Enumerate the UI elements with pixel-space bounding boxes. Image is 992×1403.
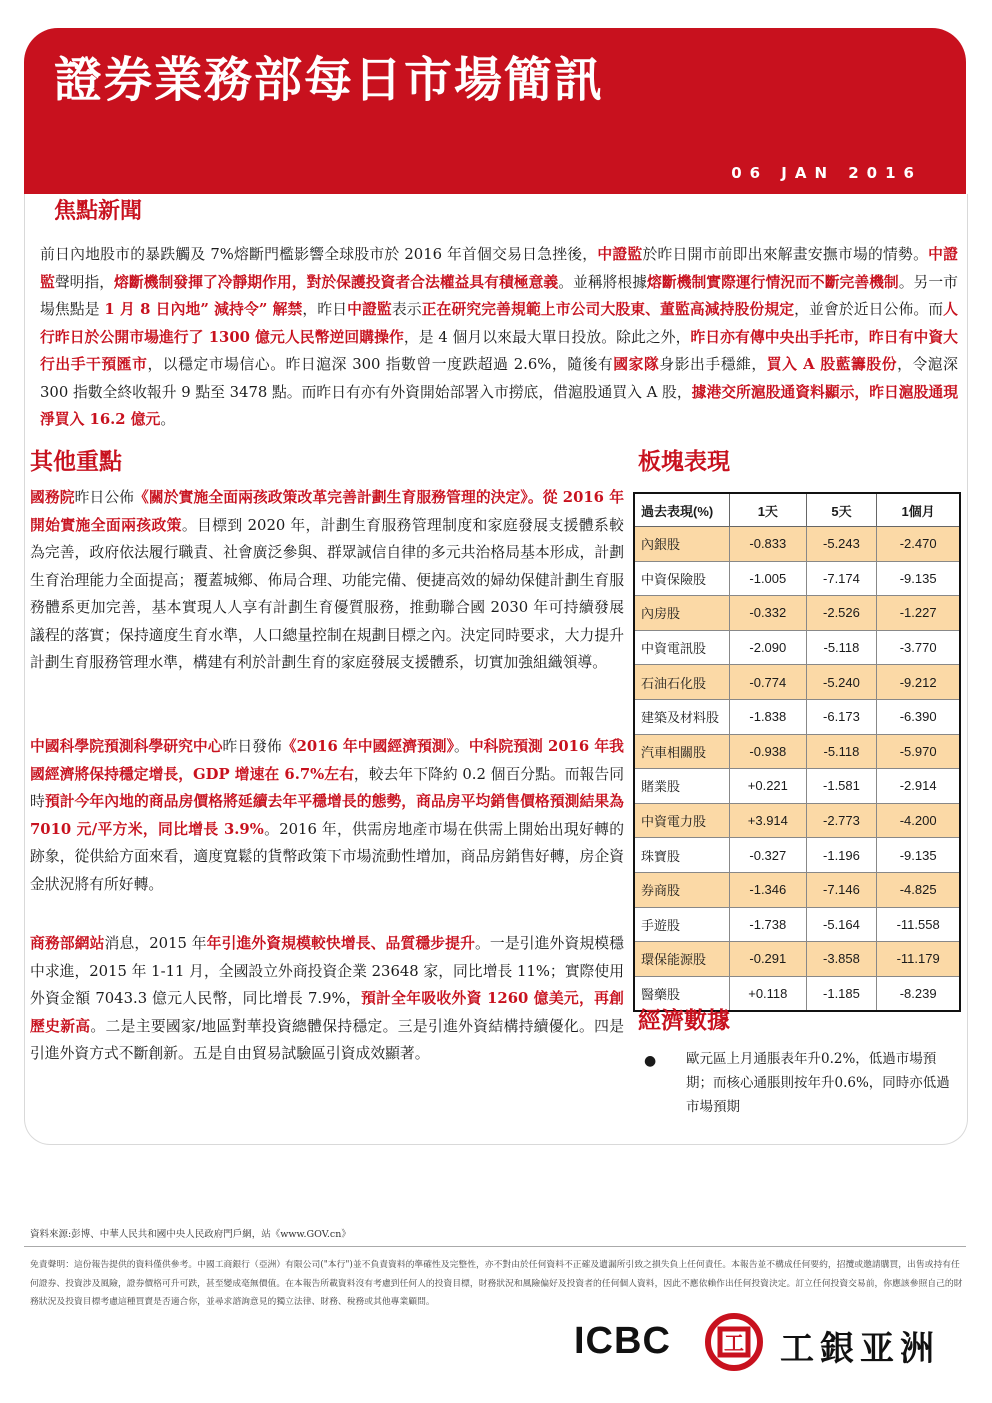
logo-wordmark-en: ICBC bbox=[574, 1320, 671, 1362]
cell-1d: +3.914 bbox=[730, 803, 807, 838]
highlight-paragraph-policy bbox=[30, 484, 624, 677]
cell-1m: -8.239 bbox=[877, 976, 960, 1011]
focus-news-body bbox=[40, 241, 958, 434]
body-text: 。並稱將根據 bbox=[558, 273, 648, 291]
table-row bbox=[634, 872, 960, 907]
highlighted-text: 熔斷機制發揮了冷靜期作用，對於保護投資者合法權益具有積極意義 bbox=[114, 273, 559, 291]
sector-performance-table bbox=[633, 492, 961, 1012]
body-text: ，以穩定市場信心。昨日滬深 300 指數曾一度跌超過 2.6%，隨後有 bbox=[147, 356, 614, 373]
icbc-emblem-icon bbox=[702, 1312, 766, 1372]
table-row bbox=[634, 734, 960, 769]
economic-data-title: 經濟數據 bbox=[638, 1008, 730, 1034]
cell-1d: -0.833 bbox=[730, 527, 807, 562]
cell-1m: -1.227 bbox=[877, 596, 960, 631]
body-text: 。一是引進外資規模穩中求進，2015 年 1-11 月，全國設立外商投資企業 23648 家，同比增長 11%；實際使用外資金額 7043.3 億元人民幣，同比增長 7.9%， bbox=[30, 935, 624, 1007]
body-text: 前日內地股市的暴跌觸及 7%熔斷門檻影響全球股市於 2016 年首個交易日急挫後， bbox=[40, 246, 598, 263]
cell-1d: -2.090 bbox=[730, 630, 807, 665]
cell-1m: -11.179 bbox=[877, 942, 960, 977]
sector-name-cell: 醫藥股 bbox=[634, 976, 730, 1011]
sector-name-cell: 汽車相關股 bbox=[634, 734, 730, 769]
cell-1m: -4.200 bbox=[877, 803, 960, 838]
sector-name-cell: 石油石化股 bbox=[634, 665, 730, 700]
column-header-1d: 1天 bbox=[730, 493, 807, 527]
body-text: 聲明指， bbox=[54, 273, 115, 291]
cell-5d: -3.858 bbox=[806, 942, 877, 977]
body-text: 。另一市場焦點是 bbox=[40, 273, 958, 318]
highlighted-text: 中證監 bbox=[347, 301, 392, 318]
body-text: 。 bbox=[160, 411, 176, 428]
highlight-paragraph-forecast bbox=[30, 733, 624, 898]
highlighted-text: 買入 A 股藍籌股份 bbox=[766, 356, 898, 373]
table-row bbox=[634, 907, 960, 942]
body-text: 消息，2015 年 bbox=[104, 935, 207, 952]
body-text: 昨日發佈 bbox=[222, 738, 282, 755]
cell-1m: -9.135 bbox=[877, 561, 960, 596]
body-text: 身影出手穩維， bbox=[659, 356, 767, 373]
body-text: 於昨日開市前即出來解畫安撫市場的情勢。 bbox=[642, 246, 929, 263]
body-text: 。二是主要國家/地區對華投資總體保持穩定。三是引進外資結構持續優化。四是引進外資方式不斷創新。五是自由貿易試驗區引資成效顯著。 bbox=[30, 1017, 624, 1062]
cell-1m: -9.212 bbox=[877, 665, 960, 700]
cell-5d: -2.526 bbox=[806, 596, 877, 631]
column-header-1m: 1個月 bbox=[877, 493, 960, 527]
highlighted-text: 預計全年吸收外資 1260 億美元，再創歷史新高 bbox=[30, 990, 624, 1035]
sector-name-cell: 內房股 bbox=[634, 596, 730, 631]
bullet-icon: ● bbox=[644, 1053, 657, 1069]
disclaimer-text: 免責聲明：這份報告提供的資料僅供參考。中國工商銀行（亞洲）有限公司("本行")並不負責資料的準確性及完整性，亦不對由於任何資料不正確及遺漏所引致之損失負上任何責任。本報告並不構成任何要約，招攬或邀請購買，出售或持有任何證券、投資涉及風險，證券價格可升可跌，甚至變成毫無價值。在本報告所載資料沒有考慮到任何人的投資目標，財務狀況和風險偏好及投資者的任何個人資料，因此不應依賴作出任何投資決定。訂立任何投資交易前，你應該參照自己的財務狀況及投資目標考慮這種買賣是否適合你，並尋求諮詢意見的獨立法律、財務、稅務或其他專業顧問。 bbox=[30, 1260, 963, 1307]
highlighted-text: 國務院 bbox=[30, 489, 75, 506]
focus-news-title: 焦點新聞 bbox=[54, 199, 143, 224]
column-header-period: 過去表現(%) bbox=[634, 493, 730, 527]
cell-5d: -7.146 bbox=[806, 872, 877, 907]
table-row bbox=[634, 699, 960, 734]
cell-5d: -7.174 bbox=[806, 561, 877, 596]
cell-1d: -1.346 bbox=[730, 872, 807, 907]
cell-1m: -2.470 bbox=[877, 527, 960, 562]
cell-5d: -5.118 bbox=[806, 630, 877, 665]
table-row bbox=[634, 976, 960, 1011]
body-text: ，令滬深 300 指數全終收報升 9 點至 3478 點。而昨日有亦有外資開始部署入市撈底，借滬股通買入 A 股， bbox=[40, 356, 958, 401]
cell-5d: -5.118 bbox=[806, 734, 877, 769]
cell-1m: -6.390 bbox=[877, 699, 960, 734]
cell-1d: +0.221 bbox=[730, 769, 807, 804]
body-text: ，是 4 個月以來最大單日投放。除此之外， bbox=[403, 328, 691, 346]
table-row bbox=[634, 942, 960, 977]
sector-table-body bbox=[634, 527, 960, 1012]
highlighted-text: 人行昨日於公開市場進行了 1300 億元人民幣逆回購操作 bbox=[40, 301, 958, 346]
highlighted-text: 中證監 bbox=[597, 246, 643, 263]
cell-1d: -1.738 bbox=[730, 907, 807, 942]
highlighted-text: 年引進外資規模較快增長、品質穩步提升 bbox=[206, 935, 475, 952]
table-row bbox=[634, 665, 960, 700]
sector-name-cell: 手遊股 bbox=[634, 907, 730, 942]
cell-5d: -5.240 bbox=[806, 665, 877, 700]
body-text: 昨日公佈 bbox=[74, 489, 135, 506]
table-row bbox=[634, 803, 960, 838]
sector-performance-title: 板塊表現 bbox=[638, 449, 730, 475]
logo-wordmark-cn: 工銀亚洲 bbox=[780, 1329, 940, 1369]
highlighted-text: 中國科學院預測科學研究中心 bbox=[30, 738, 223, 755]
table-header-row bbox=[634, 493, 960, 527]
highlighted-text: 中科院預測 2016 年我國經濟將保持穩定增長，GDP 增速在 6.7%左右 bbox=[30, 738, 624, 783]
cell-1d: -0.938 bbox=[730, 734, 807, 769]
table-row bbox=[634, 838, 960, 873]
cell-1m: -11.558 bbox=[877, 907, 960, 942]
highlighted-text: 正在研究完善規範上市公司大股東、董監高減持股份規定 bbox=[421, 301, 795, 318]
cell-1m: -3.770 bbox=[877, 630, 960, 665]
cell-1d: -1.838 bbox=[730, 699, 807, 734]
sector-name-cell: 珠寶股 bbox=[634, 838, 730, 873]
cell-1m: -2.914 bbox=[877, 769, 960, 804]
icbc-logo bbox=[568, 1312, 968, 1372]
highlighted-text: 《關於實施全面兩孩政策改革完善計劃生育服務管理的決定》。從 2016 年開始實施全面兩孩政策 bbox=[30, 489, 624, 534]
cell-5d: -5.164 bbox=[806, 907, 877, 942]
cell-1d: -1.005 bbox=[730, 561, 807, 596]
table-row bbox=[634, 596, 960, 631]
body-text: 。2016 年，供需房地產市場在供需上開始出現好轉的跡象，從供給方面來看，適度寬鬆的貨幣政策下市場流動性增加，商品房銷售好轉，房企資金狀況將有所好轉。 bbox=[30, 820, 624, 893]
sector-name-cell: 中資電訊股 bbox=[634, 630, 730, 665]
cell-1m: -5.970 bbox=[877, 734, 960, 769]
table-row bbox=[634, 527, 960, 562]
table-row bbox=[634, 561, 960, 596]
sector-name-cell: 中資保險股 bbox=[634, 561, 730, 596]
cell-5d: -1.581 bbox=[806, 769, 877, 804]
cell-5d: -6.173 bbox=[806, 699, 877, 734]
column-header-5d: 5天 bbox=[806, 493, 877, 527]
body-text: 。目標到 2020 年，計劃生育服務管理制度和家庭發展支援體系較為完善，政府依法履行職責、社會廣泛參與、群眾誠信自律的多元共治格局基本形成，計劃生育治理能力全面提高；覆蓋城鄉、佈局合理、功能完備、便捷高效的婦幼保健計劃生育服務體系更加完善，基本實現人人享有計劃生育優質服務，推動聯合國 2030 年可持續發展議程的落實；保持適度生育水準，人口總量控制在規劃目標之內。決定同時要求，大力提升計劃生育服務管理水準，構建有利於計劃生育的家庭發展支援體系，切實加強組織領導。 bbox=[30, 516, 624, 671]
cell-5d: -1.185 bbox=[806, 976, 877, 1011]
table-row bbox=[634, 769, 960, 804]
cell-5d: -2.773 bbox=[806, 803, 877, 838]
emblem-glyph: 工 bbox=[724, 1331, 744, 1355]
highlighted-text: 商務部網站 bbox=[30, 935, 105, 952]
highlighted-text: 國家隊 bbox=[613, 356, 660, 373]
highlight-paragraph-fdi bbox=[30, 930, 624, 1068]
report-date: 06 JAN 2016 bbox=[731, 164, 922, 182]
table-row bbox=[634, 630, 960, 665]
sector-name-cell: 券商股 bbox=[634, 872, 730, 907]
body-text: ，較去年下降約 0.2 個百分點。而報告同時 bbox=[30, 765, 624, 810]
cell-1m: -9.135 bbox=[877, 838, 960, 873]
data-source-note: 資料來源:彭博、中華人民共和國中央人民政府門戶網，站《www.GOV.cn》 bbox=[30, 1229, 351, 1240]
highlighted-text: 《2016 年中國經濟預測》 bbox=[281, 738, 454, 755]
highlighted-text: 熔斷機制實際運行情況而不斷完善機制 bbox=[647, 273, 899, 291]
body-text: 。 bbox=[454, 738, 469, 755]
cell-1m: -4.825 bbox=[877, 872, 960, 907]
cell-1d: -0.774 bbox=[730, 665, 807, 700]
sector-name-cell: 賭業股 bbox=[634, 769, 730, 804]
highlighted-text: 1 月 8 日內地” 減持令” 解禁 bbox=[104, 301, 303, 318]
cell-1d: -0.332 bbox=[730, 596, 807, 631]
other-highlights-title: 其他重點 bbox=[30, 449, 122, 475]
highlighted-text: 中證監 bbox=[40, 246, 958, 291]
sector-name-cell: 建築及材料股 bbox=[634, 699, 730, 734]
sector-name-cell: 環保能源股 bbox=[634, 942, 730, 977]
cell-5d: -1.196 bbox=[806, 838, 877, 873]
footer-divider bbox=[24, 1246, 966, 1247]
sector-name-cell: 內銀股 bbox=[634, 527, 730, 562]
sector-name-cell: 中資電力股 bbox=[634, 803, 730, 838]
economic-data-item: 歐元區上月通脹表年升0.2%，低過市場預期；而核心通脹則按年升0.6%，同時亦低過市場預期 bbox=[686, 1051, 950, 1115]
highlighted-text: 預計今年內地的商品房價格將延續去年平穩增長的態勢，商品房平均銷售價格預測結果為 7010 元/平方米，同比增長 3.9% bbox=[30, 793, 624, 838]
cell-1d: -0.327 bbox=[730, 838, 807, 873]
body-text: 表示 bbox=[391, 301, 422, 318]
cell-1d: -0.291 bbox=[730, 942, 807, 977]
body-text: ，昨日 bbox=[302, 301, 348, 318]
page-title: 證券業務部每日市場簡訊 bbox=[54, 52, 605, 108]
highlighted-text: 據港交所滬股通資料顯示，昨日滬股通現淨買入 16.2 億元 bbox=[40, 383, 958, 428]
cell-1d: +0.118 bbox=[730, 976, 807, 1011]
body-text: ，並會於近日公佈。而 bbox=[794, 301, 944, 318]
cell-5d: -5.243 bbox=[806, 527, 877, 562]
highlighted-text: 昨日亦有傳中央出手托市，昨日有中資大行出手干預匯市 bbox=[40, 328, 958, 373]
